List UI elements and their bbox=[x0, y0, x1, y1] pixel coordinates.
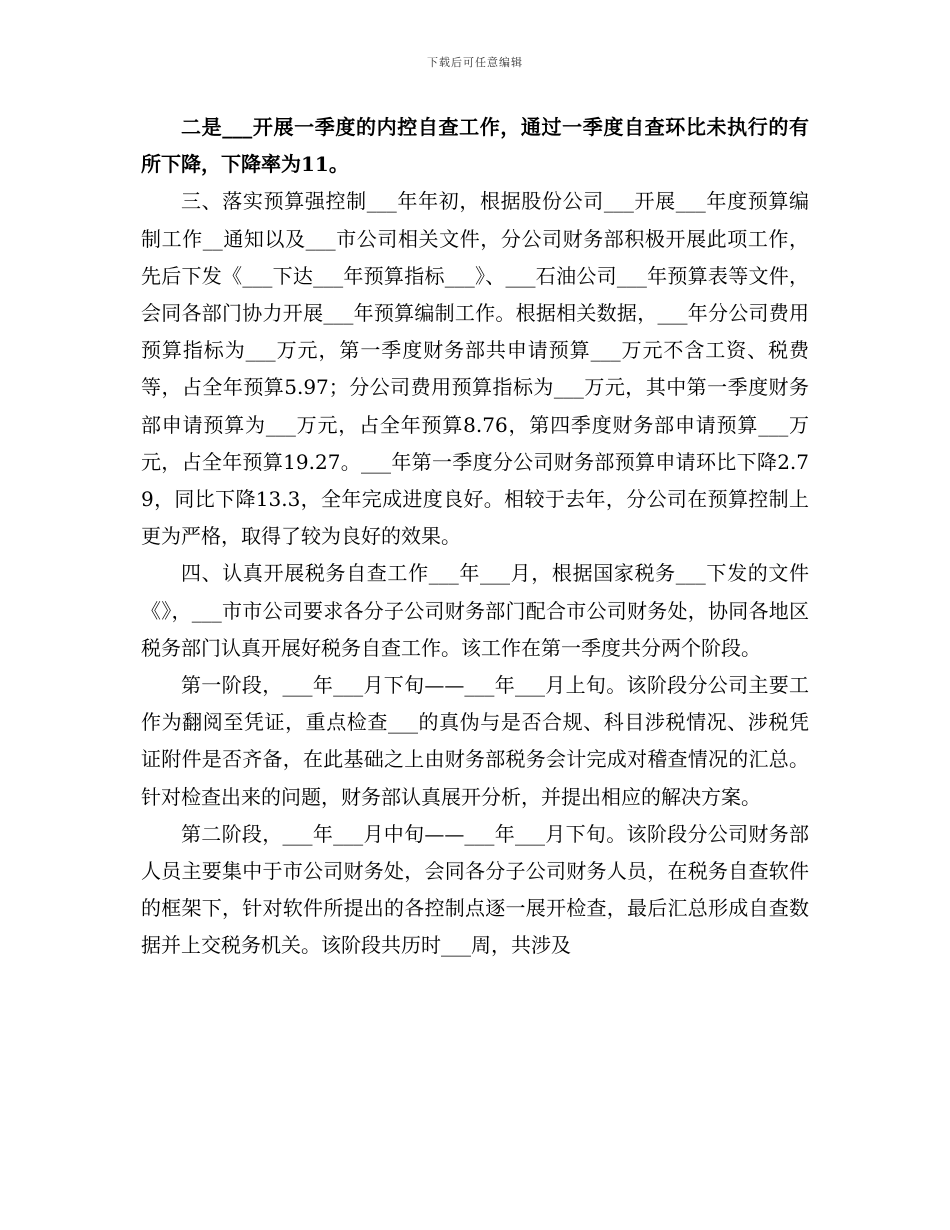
paragraph-tax-self-inspection: 四、认真开展税务自查工作___年___月，根据国家税务___下发的文件《》，___市市公司要求各分子公司财务部门配合市公司财务处，协同各地区税务部门认真开展好税务自查工作。该工作在第一季度共分两个阶段。 bbox=[141, 561, 809, 660]
page-header: 下载后可任意编辑 bbox=[427, 56, 523, 69]
paragraph-phase-one: 第一阶段，___年___月下旬——___年___月上旬。该阶段分公司主要工作为翻阅至凭证，重点检查___的真伪与是否合规、科目涉税情况、涉税凭证附件是否齐备，在此基础之上由财务部税务会计完成对稽查情况的汇总。针对检查出来的问题，财务部认真展开分析，并提出相应的解决方案。 bbox=[141, 673, 809, 809]
paragraph-budget-control: 三、落实预算强控制___年年初，根据股份公司___开展___年度预算编制工作__通知以及___市公司相关文件，分公司财务部积极开展此项工作，先后下发《___下达___年预算指标___》、___石油公司___年预算表等文件，会同各部门协力开展___年预算编制工作。根据相关数据，___年分公司费用预算指标为___万元，第一季度财务部共申请预算___万元不含工资、税费等，占全年预算5.97；分公司费用预算指标为___万元，其中第一季度财务部申请预算为___万元，占全年预算8.76，第四季度财务部申请预算___万元，占全年预算19.27。___年第一季度分公司财务部预算申请环比下降2.79，同比下降13.3，全年完成进度良好。相较于去年，分公司在预算控制上更为严格，取得了较为良好的效果。 bbox=[141, 189, 809, 549]
document-body bbox=[141, 109, 809, 965]
paragraph-internal-control: 二是___开展一季度的内控自查工作，通过一季度自查环比未执行的有所下降，下降率为11。 bbox=[141, 115, 809, 177]
paragraph-phase-two: 第二阶段，___年___月中旬——___年___月下旬。该阶段分公司财务部人员主要集中于市公司财务处，会同各分子公司财务人员，在税务自查软件的框架下，针对软件所提出的各控制点逐一展开检查，最后汇总形成自查数据并上交税务机关。该阶段共历时___周，共涉及 bbox=[141, 821, 809, 958]
